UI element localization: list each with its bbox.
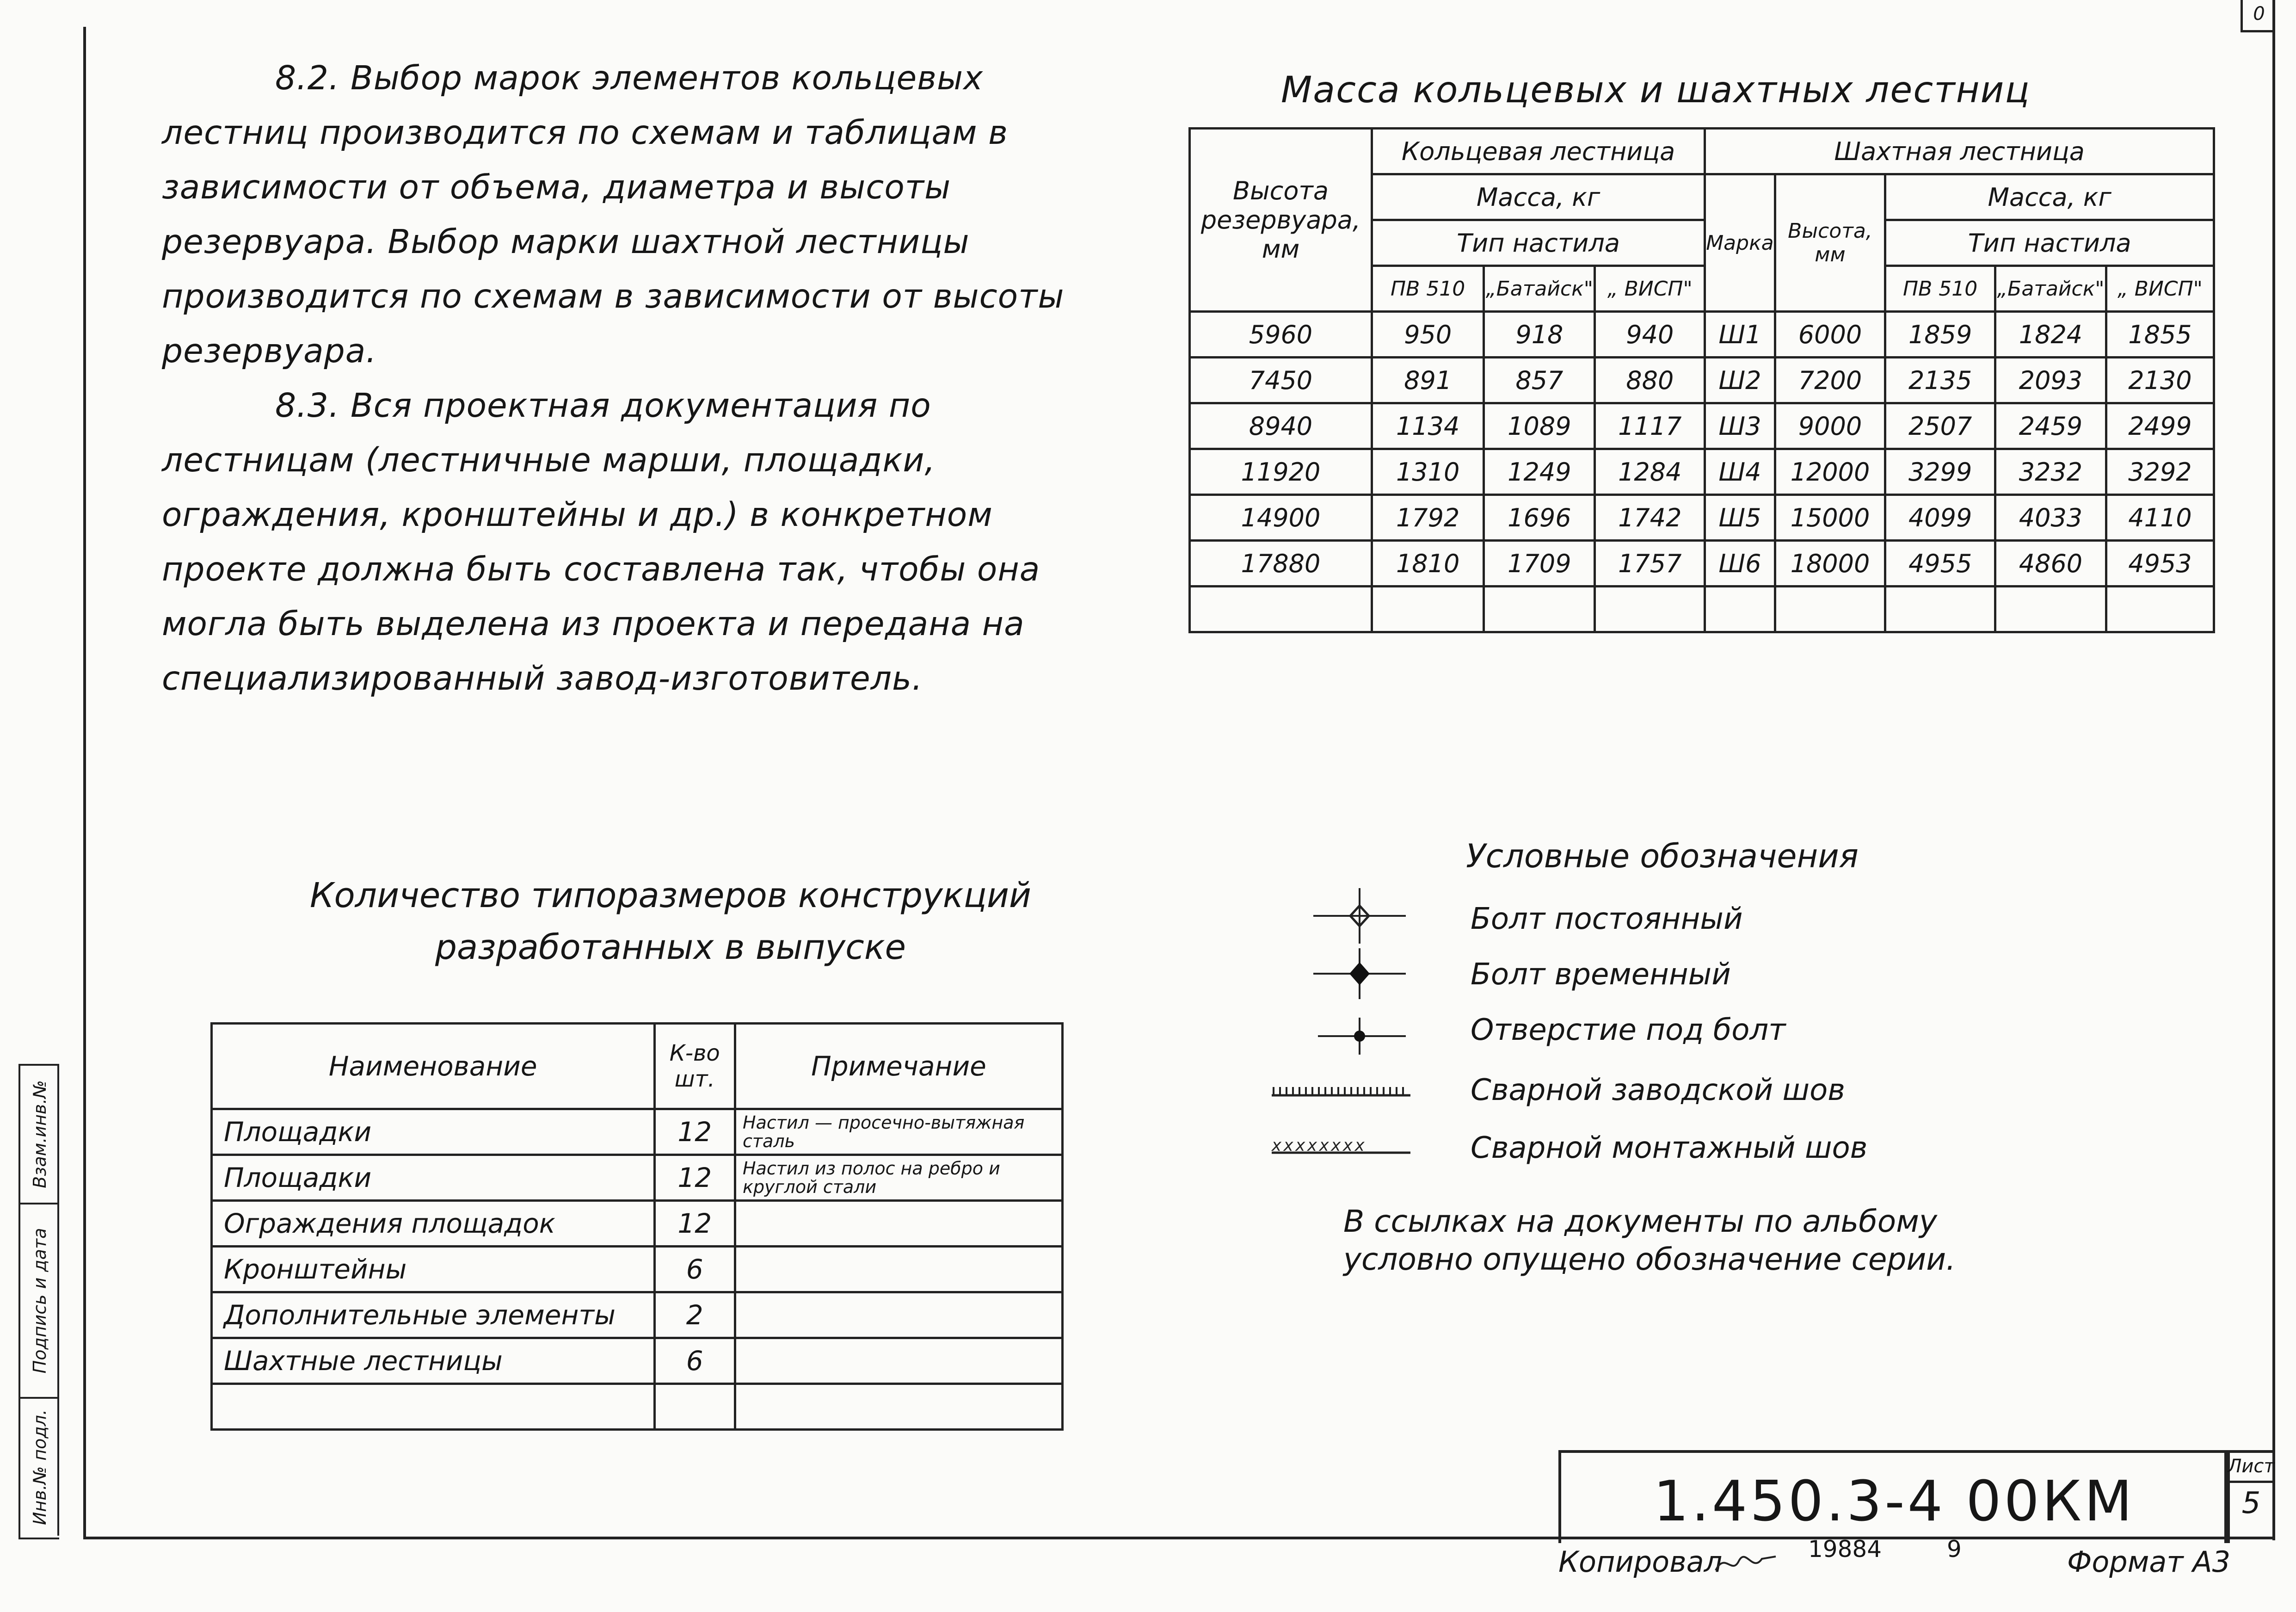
table-cell-s2: 2459 bbox=[1995, 403, 2106, 449]
table-cell-r1: 1810 bbox=[1372, 541, 1484, 587]
table-cell-mark: Ш5 bbox=[1705, 495, 1775, 541]
header-shaft-bataysk: „Батайск" bbox=[1995, 266, 2106, 312]
table-cell-empty bbox=[1775, 587, 1885, 632]
header-name: Наименование bbox=[212, 1024, 655, 1109]
table-cell-s1: 2135 bbox=[1885, 358, 1995, 403]
table-cell-r2: 1709 bbox=[1484, 541, 1595, 587]
sheet-frame-right bbox=[2272, 0, 2275, 1540]
mass-table bbox=[1188, 127, 2215, 633]
binding-strip bbox=[18, 1064, 59, 1539]
table-row bbox=[212, 1292, 1063, 1338]
table-cell-mark: Ш1 bbox=[1705, 312, 1775, 358]
legend-item-factory-weld: Сварной заводской шов bbox=[1471, 1073, 1845, 1107]
table-cell-r1: 891 bbox=[1372, 358, 1484, 403]
sheet-corner-box: 0 bbox=[2241, 0, 2275, 32]
sheet-label: Лист bbox=[2227, 1453, 2275, 1483]
table-cell-empty bbox=[1190, 587, 1372, 632]
table-cell-name: Дополнительные элементы bbox=[212, 1292, 655, 1338]
table-cell-empty bbox=[1885, 587, 1995, 632]
header-note: Примечание bbox=[735, 1024, 1063, 1109]
table-cell-mark: Ш6 bbox=[1705, 541, 1775, 587]
binding-strip-empty-column bbox=[57, 1064, 85, 1536]
table-cell-r2: 857 bbox=[1484, 358, 1595, 403]
table-cell-r1: 950 bbox=[1372, 312, 1484, 358]
footer-copied-by: Копировал bbox=[1558, 1545, 1723, 1579]
series-note bbox=[1343, 1203, 1956, 1278]
table-row bbox=[1190, 403, 2214, 449]
copier-signature-icon bbox=[1711, 1547, 1780, 1580]
header-ring-mass: Масса, кг bbox=[1372, 174, 1705, 220]
title-block bbox=[1558, 1450, 2230, 1543]
header-ring-deck-type: Тип настила bbox=[1372, 220, 1705, 266]
table-cell-empty bbox=[1372, 587, 1484, 632]
table-cell-empty bbox=[1484, 587, 1595, 632]
table-row bbox=[1190, 358, 2214, 403]
table-cell-s2: 4033 bbox=[1995, 495, 2106, 541]
header-ring-ladder: Кольцевая лестница bbox=[1372, 129, 1705, 174]
table-cell-sh: 15000 bbox=[1775, 495, 1885, 541]
table-cell-r3: 880 bbox=[1595, 358, 1705, 403]
table-row bbox=[212, 1109, 1063, 1155]
header-qty: К-во шт. bbox=[654, 1024, 735, 1109]
header-mark: Марка bbox=[1705, 174, 1775, 312]
legend-item-permanent-bolt: Болт постоянный bbox=[1471, 902, 1743, 936]
binding-cell-replaced-inv: Взам.инв.№ bbox=[20, 1066, 59, 1204]
table-cell-qty: 6 bbox=[654, 1338, 735, 1384]
header-shaft-visp: „ ВИСП" bbox=[2106, 266, 2214, 312]
table-cell-r3: 1284 bbox=[1595, 449, 1705, 495]
table-cell-s3: 4953 bbox=[2106, 541, 2214, 587]
table-cell-height: 5960 bbox=[1190, 312, 1372, 358]
permanent-bolt-icon bbox=[1313, 888, 1406, 944]
table-row bbox=[212, 1247, 1063, 1292]
document-code: 1.450.3-4 00КМ bbox=[1653, 1470, 2135, 1534]
mass-table-title: Масса кольцевых и шахтных лестниц bbox=[1281, 69, 2031, 111]
table-cell-r1: 1134 bbox=[1372, 403, 1484, 449]
table-cell-sh: 12000 bbox=[1775, 449, 1885, 495]
table-cell-empty bbox=[2106, 587, 2214, 632]
field-weld-icon bbox=[1271, 1136, 1410, 1155]
count-title-line-2: разработанных в выпуске bbox=[435, 927, 906, 967]
count-table bbox=[210, 1022, 1064, 1431]
table-row bbox=[1190, 495, 2214, 541]
table-row bbox=[212, 1201, 1063, 1247]
table-cell-r3: 1117 bbox=[1595, 403, 1705, 449]
table-cell-s1: 4955 bbox=[1885, 541, 1995, 587]
table-cell-qty: 12 bbox=[654, 1155, 735, 1201]
table-cell-height: 7450 bbox=[1190, 358, 1372, 403]
table-cell-r2: 1696 bbox=[1484, 495, 1595, 541]
table-cell-r2: 1089 bbox=[1484, 403, 1595, 449]
header-shaft-ladder: Шахтная лестница bbox=[1705, 129, 2214, 174]
table-cell-empty bbox=[654, 1384, 735, 1430]
legend-item-field-weld: Сварной монтажный шов bbox=[1471, 1131, 1868, 1165]
header-shaft-mass: Масса, кг bbox=[1885, 174, 2214, 220]
header-ring-bataysk: „Батайск" bbox=[1484, 266, 1595, 312]
table-cell-r2: 1249 bbox=[1484, 449, 1595, 495]
header-tank-height: Высота резервуара, мм bbox=[1190, 129, 1372, 312]
table-cell-r3: 1757 bbox=[1595, 541, 1705, 587]
table-cell-qty: 12 bbox=[654, 1201, 735, 1247]
table-cell-empty bbox=[735, 1384, 1063, 1430]
table-row-empty bbox=[1190, 587, 2214, 632]
table-cell-s2: 1824 bbox=[1995, 312, 2106, 358]
table-row-empty bbox=[212, 1384, 1063, 1430]
table-cell-r3: 940 bbox=[1595, 312, 1705, 358]
header-ring-pv510: ПВ 510 bbox=[1372, 266, 1484, 312]
table-cell-height: 17880 bbox=[1190, 541, 1372, 587]
table-cell-r1: 1310 bbox=[1372, 449, 1484, 495]
table-row bbox=[212, 1338, 1063, 1384]
temporary-bolt-icon bbox=[1313, 948, 1406, 999]
table-cell-s2: 4860 bbox=[1995, 541, 2106, 587]
legend-symbols bbox=[1267, 879, 1424, 1166]
table-cell-s3: 2130 bbox=[2106, 358, 2214, 403]
table-cell-s1: 3299 bbox=[1885, 449, 1995, 495]
table-cell-sh: 9000 bbox=[1775, 403, 1885, 449]
header-ring-visp: „ ВИСП" bbox=[1595, 266, 1705, 312]
count-title-line-1: Количество типоразмеров конструкций bbox=[309, 876, 1032, 915]
table-cell-mark: Ш4 bbox=[1705, 449, 1775, 495]
table-cell-s3: 3292 bbox=[2106, 449, 2214, 495]
table-cell-height: 8940 bbox=[1190, 403, 1372, 449]
table-cell-height: 14900 bbox=[1190, 495, 1372, 541]
binding-cell-inv-original: Инв.№ подл. bbox=[30, 1409, 50, 1526]
series-note-line-1: В ссылках на документы по альбому bbox=[1343, 1204, 1938, 1239]
table-cell-note bbox=[735, 1247, 1063, 1292]
table-cell-name: Шахтные лестницы bbox=[212, 1338, 655, 1384]
table-cell-note: Настил — просечно-вытяжная сталь bbox=[735, 1109, 1063, 1155]
text-paragraphs bbox=[162, 51, 1133, 706]
table-cell-mark: Ш2 bbox=[1705, 358, 1775, 403]
legend-item-temporary-bolt: Болт временный bbox=[1471, 957, 1731, 992]
table-cell-s1: 2507 bbox=[1885, 403, 1995, 449]
table-row bbox=[1190, 541, 2214, 587]
table-cell-sh: 7200 bbox=[1775, 358, 1885, 403]
sheet-number-box bbox=[2224, 1450, 2275, 1543]
table-cell-qty: 6 bbox=[654, 1247, 735, 1292]
table-cell-s2: 3232 bbox=[1995, 449, 2106, 495]
table-cell-r2: 918 bbox=[1484, 312, 1595, 358]
bolt-hole-icon bbox=[1318, 1018, 1406, 1055]
table-cell-s3: 2499 bbox=[2106, 403, 2214, 449]
table-cell-note bbox=[735, 1292, 1063, 1338]
table-cell-name: Площадки bbox=[212, 1155, 655, 1201]
legend-title: Условные обозначения bbox=[1466, 837, 1859, 875]
table-cell-qty: 12 bbox=[654, 1109, 735, 1155]
factory-weld-icon bbox=[1272, 1087, 1410, 1095]
table-cell-name: Ограждения площадок bbox=[212, 1201, 655, 1247]
table-cell-s3: 1855 bbox=[2106, 312, 2214, 358]
table-cell-s1: 4099 bbox=[1885, 495, 1995, 541]
table-cell-s2: 2093 bbox=[1995, 358, 2106, 403]
table-row bbox=[1190, 312, 2214, 358]
table-cell-empty bbox=[1705, 587, 1775, 632]
header-shaft-pv510: ПВ 510 bbox=[1885, 266, 1995, 312]
header-shaft-height: Высота, мм bbox=[1775, 174, 1885, 312]
binding-cell-signature-date: Подпись и дата bbox=[20, 1204, 59, 1399]
paragraph-8-2: 8.2. Выбор марок элементов кольцевых лестниц производится по схемам и таблицам в зависимости от объема, диаметра и высоты резервуара. Выбор марки шахтной лестницы производится по схемам в зависимости от высоты резервуара. bbox=[162, 59, 1065, 370]
footer-nine: 9 bbox=[1947, 1536, 1962, 1563]
header-shaft-deck-type: Тип настила bbox=[1885, 220, 2214, 266]
paragraph-8-3: 8.3. Вся проектная документация по лестницам (лестничные марши, площадки, ограждения, кронштейны и др.) в конкретном проекте должна быть составлена так, чтобы она могла быть выделена из проекта и передана на специализированный завод-изготовитель. bbox=[162, 386, 1040, 698]
table-cell-mark: Ш3 bbox=[1705, 403, 1775, 449]
sheet-number: 5 bbox=[2241, 1486, 2261, 1520]
table-cell-empty bbox=[212, 1384, 655, 1430]
footer-format: Формат А3 bbox=[2067, 1545, 2231, 1579]
table-cell-height: 11920 bbox=[1190, 449, 1372, 495]
table-row bbox=[1190, 449, 2214, 495]
table-cell-name: Кронштейны bbox=[212, 1247, 655, 1292]
legend-item-bolt-hole: Отверстие под болт bbox=[1471, 1013, 1786, 1047]
table-cell-s3: 4110 bbox=[2106, 495, 2214, 541]
table-cell-note: Настил из полос на ребро и круглой стали bbox=[735, 1155, 1063, 1201]
table-cell-name: Площадки bbox=[212, 1109, 655, 1155]
table-cell-s1: 1859 bbox=[1885, 312, 1995, 358]
table-cell-sh: 18000 bbox=[1775, 541, 1885, 587]
table-cell-empty bbox=[1595, 587, 1705, 632]
table-cell-sh: 6000 bbox=[1775, 312, 1885, 358]
table-cell-note bbox=[735, 1201, 1063, 1247]
count-table-title bbox=[277, 870, 1064, 973]
svg-text:xxxxxxxx: xxxxxxxx bbox=[1272, 1136, 1367, 1155]
table-row bbox=[212, 1155, 1063, 1201]
table-cell-r1: 1792 bbox=[1372, 495, 1484, 541]
series-note-line-2: условно опущено обозначение серии. bbox=[1343, 1241, 1956, 1277]
table-cell-r3: 1742 bbox=[1595, 495, 1705, 541]
table-cell-empty bbox=[1995, 587, 2106, 632]
table-cell-qty: 2 bbox=[654, 1292, 735, 1338]
table-cell-note bbox=[735, 1338, 1063, 1384]
footer-number: 19884 bbox=[1808, 1536, 1882, 1563]
